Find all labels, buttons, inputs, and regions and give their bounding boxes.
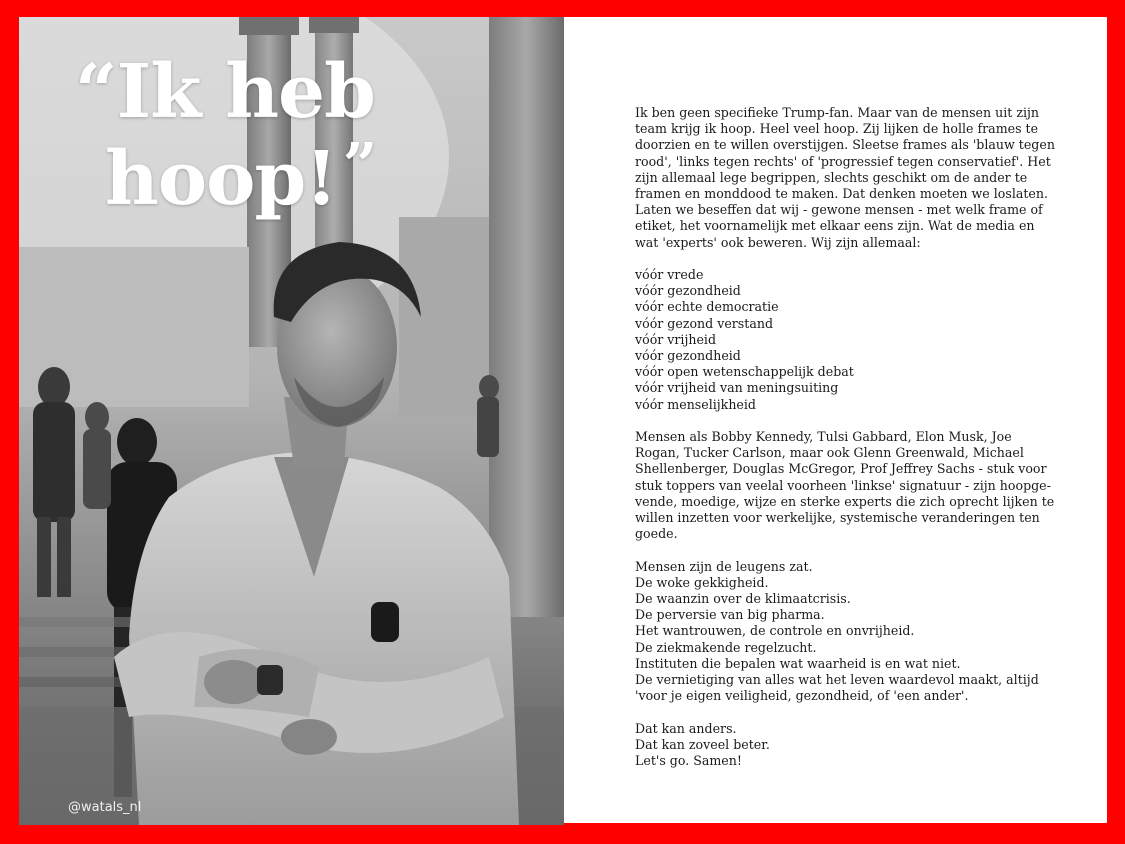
sunglasses [371,602,399,642]
headline-quote [75,49,395,222]
text-line: team krijg ik hoop. Heel veel hoop. Zij lijken de holle frames te [635,121,1039,137]
text-line: Dat kan anders. [635,720,737,736]
text-line: De vernietiging van alles wat het leven waardevol maakt, altijd [635,672,1039,688]
text-line: Mensen als Bobby Kennedy, Tulsi Gabbard, Elon Musk, Joe [635,429,1012,445]
text-line: framen en monddood te maken. Dat denken moeten we loslaten. [635,186,1048,202]
text-line: De perversie van big pharma. [635,607,825,623]
text-line: Mensen zijn de leugens zat. [635,558,813,574]
text-line: De woke gekkigheid. [635,574,769,590]
column [489,17,564,617]
fed-up-list [635,559,1055,705]
headline-line-2: hoop! [105,136,337,222]
list-item: vóór echte democratie [635,299,779,315]
text-line: etiket, het voornamelijk met elkaar eens zijn. Wat de media en [635,218,1035,234]
list-item: vóór vrijheid van meningsuiting [635,380,839,396]
list-item: vóór gezondheid [635,283,741,299]
wristwatch [257,665,283,695]
text-line: Shellenberger, Douglas McGregor, Prof Jeffrey Sachs - stuk voor [635,461,1047,477]
open-quote-mark: “ [75,49,117,135]
list-item: vóór gezond verstand [635,315,774,331]
text-line: De ziekmakende regelzucht. [635,639,817,655]
list-item: vóór gezondheid [635,348,741,364]
text-line: Let's go. Samen! [635,753,742,769]
list-item: vóór vrede [635,267,704,283]
text-line: rood', 'links tegen rechts' of 'progressief tegen conservatief'. Het [635,153,1051,169]
text-line: zijn allemaal lege begrippen, slechts geschikt om de ander te [635,169,1028,185]
text-line: goede. [635,526,678,542]
text-line: willen inzetten voor werkelijke, systemische veranderingen ten [635,510,1040,526]
text-line: Rogan, Tucker Carlson, maar ook Glenn Greenwald, Michael [635,445,1024,461]
text-line: vende, moedige, wijze en sterke experts die zich oprecht lijken te [635,493,1055,509]
list-item: vóór vrijheid [635,331,717,347]
list-item: vóór open wetenschappelijk debat [635,364,854,380]
people-paragraph [635,429,1055,542]
article-body [635,105,1055,785]
closing-lines [635,721,1055,770]
intro-paragraph [635,105,1055,251]
text-line: 'voor je eigen veiligheid, gezondheid, of 'een ander'. [635,688,969,704]
text-line: Het wantrouwen, de controle en onvrijheid. [635,623,915,639]
text-line: Laten we beseffen dat wij - gewone mensen - met welk frame of [635,202,1043,218]
text-line: Ik ben geen specifieke Trump-fan. Maar van de mensen uit zijn [635,105,1040,120]
list-item: vóór menselijkheid [635,396,756,412]
close-quote-mark: ” [342,131,377,201]
text-line: De waanzin over de klimaatcrisis. [635,591,851,607]
headline-line-1: Ik heb [116,49,375,135]
text-line: Dat kan zoveel beter. [635,736,770,752]
text-line: Instituten die bepalen wat waarheid is en wat niet. [635,655,961,671]
social-handle: @watals_nl [68,800,142,815]
voor-list [635,267,1055,413]
text-line: doorzien en te willen overstijgen. Sleetse frames als 'blauw tegen [635,137,1055,153]
text-line: wat 'experts' ook beweren. Wij zijn allemaal: [635,234,921,250]
text-line: stuk toppers van veelal voorheen 'linkse' signatuur - zijn hoopge- [635,477,1051,493]
portrait-photo [19,17,564,825]
text-page [564,17,1107,823]
